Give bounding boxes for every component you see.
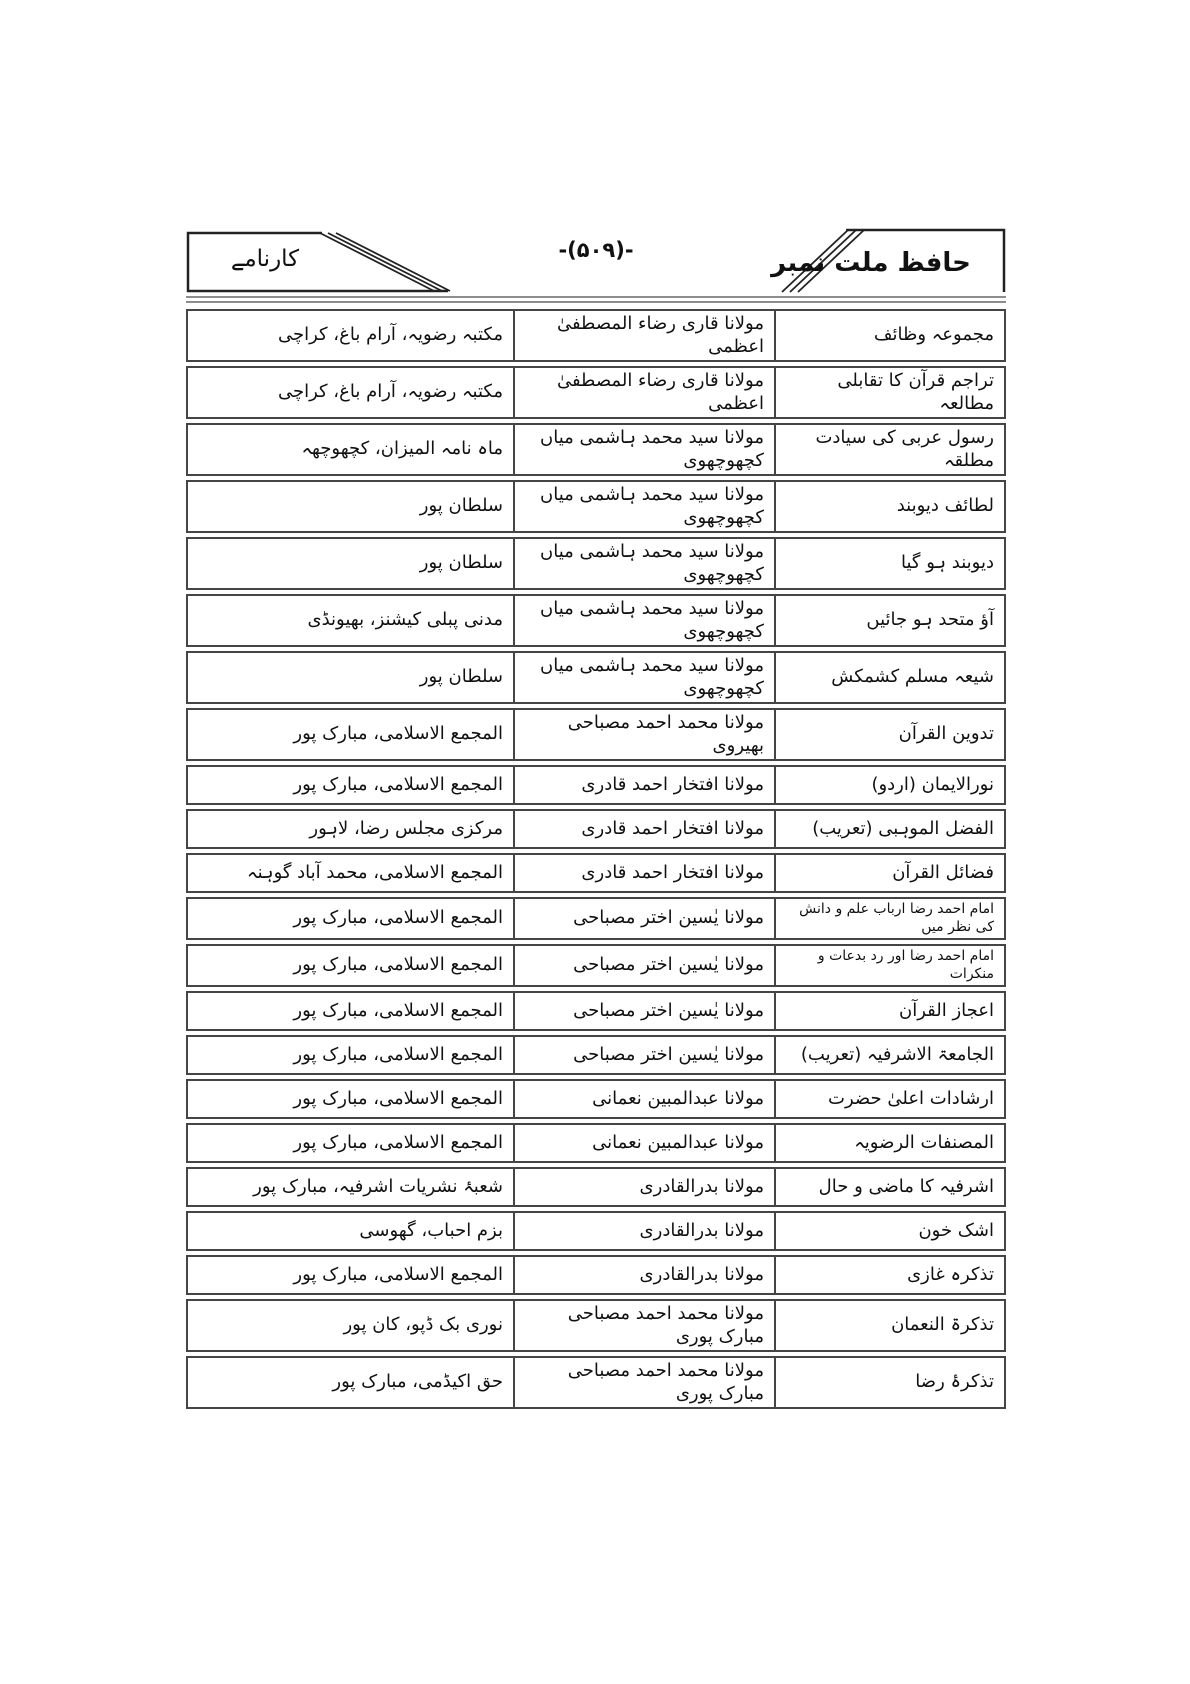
book-title: لطائف دیوبند <box>774 480 1006 533</box>
table-row <box>186 651 1006 704</box>
book-title: فضائل القرآن <box>774 853 1006 893</box>
table-row <box>186 480 1006 533</box>
book-publisher: مکتبہ رضویہ، آرام باغ، کراچی <box>186 309 513 362</box>
book-publisher: حق اکیڈمی، مبارک پور <box>186 1356 513 1409</box>
book-author: مولانا عبدالمبین نعمانی <box>513 1123 774 1163</box>
book-title: الفضل الموہبی (تعریب) <box>774 809 1006 849</box>
book-publisher: مرکزی مجلس رضا، لاہور <box>186 809 513 849</box>
books-table <box>186 305 1006 1413</box>
table-row <box>186 423 1006 476</box>
table-row <box>186 1167 1006 1207</box>
book-author: مولانا سید محمد ہاشمی میاں کچھوچھوی <box>513 537 774 590</box>
table-row <box>186 853 1006 893</box>
table-row <box>186 765 1006 805</box>
book-publisher: سلطان پور <box>186 537 513 590</box>
table-row <box>186 309 1006 362</box>
book-author: مولانا قاری رضاء المصطفیٰ اعظمی <box>513 366 774 419</box>
book-title: اعجاز القرآن <box>774 991 1006 1031</box>
table-row <box>186 1255 1006 1295</box>
book-publisher: المجمع الاسلامی، مبارک پور <box>186 1079 513 1119</box>
book-title: اشک خون <box>774 1211 1006 1251</box>
double-rule <box>186 296 1006 303</box>
book-author: مولانا یٰسین اختر مصباحی <box>513 991 774 1031</box>
table-row <box>186 1299 1006 1352</box>
book-title: تدوین القرآن <box>774 708 1006 761</box>
book-author: مولانا بدرالقادری <box>513 1211 774 1251</box>
book-author: مولانا افتخار احمد قادری <box>513 765 774 805</box>
book-author: مولانا سید محمد ہاشمی میاں کچھوچھوی <box>513 480 774 533</box>
book-publisher: ماہ نامہ المیزان، کچھوچھہ <box>186 423 513 476</box>
page-content <box>186 222 1006 1413</box>
book-publisher: سلطان پور <box>186 651 513 704</box>
table-row <box>186 897 1006 940</box>
book-author: مولانا سید محمد ہاشمی میاں کچھوچھوی <box>513 651 774 704</box>
book-publisher: المجمع الاسلامی، مبارک پور <box>186 1035 513 1075</box>
table-row <box>186 594 1006 647</box>
book-title: اشرفیہ کا ماضی و حال <box>774 1167 1006 1207</box>
book-publisher: المجمع الاسلامی، محمد آباد گوہنہ <box>186 853 513 893</box>
table-row <box>186 809 1006 849</box>
book-title: دیوبند ہو گیا <box>774 537 1006 590</box>
book-title: شیعہ مسلم کشمکش <box>774 651 1006 704</box>
page-number: -(۵۰۹)- <box>558 238 634 262</box>
book-publisher: مکتبہ رضویہ، آرام باغ، کراچی <box>186 366 513 419</box>
book-author: مولانا عبدالمبین نعمانی <box>513 1079 774 1119</box>
book-title: ارشادات اعلیٰ حضرت <box>774 1079 1006 1119</box>
header-right-title: حافظ ملت نمبر <box>771 248 971 278</box>
book-author: مولانا یٰسین اختر مصباحی <box>513 897 774 940</box>
book-author: مولانا یٰسین اختر مصباحی <box>513 944 774 987</box>
book-publisher: بزم احباب، گھوسی <box>186 1211 513 1251</box>
book-title: آؤ متحد ہو جائیں <box>774 594 1006 647</box>
book-author: مولانا سید محمد ہاشمی میاں کچھوچھوی <box>513 423 774 476</box>
book-publisher: مدنی پبلی کیشنز، بھیونڈی <box>186 594 513 647</box>
book-title: رسول عربی کی سیادت مطلقہ <box>774 423 1006 476</box>
book-author: مولانا محمد احمد مصباحی مبارک پوری <box>513 1356 774 1409</box>
table-row <box>186 537 1006 590</box>
book-author: مولانا محمد احمد مصباحی بھیروی <box>513 708 774 761</box>
book-author: مولانا قاری رضاء المصطفیٰ اعظمی <box>513 309 774 362</box>
table-row <box>186 1356 1006 1409</box>
table-row <box>186 1035 1006 1075</box>
book-publisher: المجمع الاسلامی، مبارک پور <box>186 991 513 1031</box>
book-author: مولانا بدرالقادری <box>513 1255 774 1295</box>
book-publisher: المجمع الاسلامی، مبارک پور <box>186 765 513 805</box>
book-title: تذکرۂ رضا <box>774 1356 1006 1409</box>
book-author: مولانا افتخار احمد قادری <box>513 809 774 849</box>
book-publisher: شعبۂ نشریات اشرفیہ، مبارک پور <box>186 1167 513 1207</box>
header-left-title: کارنامے <box>230 246 300 272</box>
book-publisher: سلطان پور <box>186 480 513 533</box>
book-publisher: المجمع الاسلامی، مبارک پور <box>186 944 513 987</box>
book-publisher: نوری بک ڈپو، کان پور <box>186 1299 513 1352</box>
book-author: مولانا یٰسین اختر مصباحی <box>513 1035 774 1075</box>
book-title: تذکرہ غازی <box>774 1255 1006 1295</box>
table-row <box>186 991 1006 1031</box>
book-publisher: المجمع الاسلامی، مبارک پور <box>186 708 513 761</box>
table-row <box>186 366 1006 419</box>
book-title: المصنفات الرضویہ <box>774 1123 1006 1163</box>
table-row <box>186 708 1006 761</box>
book-publisher: المجمع الاسلامی، مبارک پور <box>186 897 513 940</box>
table-row <box>186 1079 1006 1119</box>
book-author: مولانا بدرالقادری <box>513 1167 774 1207</box>
table-row <box>186 944 1006 987</box>
book-title: امام احمد رضا ارباب علم و دانش کی نظر میں <box>774 897 1006 940</box>
diagonal-lines-left-icon <box>320 233 450 291</box>
page-header <box>186 222 1006 296</box>
book-title: تذکرۃ النعمان <box>774 1299 1006 1352</box>
book-title: تراجم قرآن کا تقابلی مطالعہ <box>774 366 1006 419</box>
book-publisher: المجمع الاسلامی، مبارک پور <box>186 1123 513 1163</box>
book-publisher: المجمع الاسلامی، مبارک پور <box>186 1255 513 1295</box>
book-title: الجامعۃ الاشرفیہ (تعریب) <box>774 1035 1006 1075</box>
table-row <box>186 1123 1006 1163</box>
book-title: نورالایمان (اردو) <box>774 765 1006 805</box>
table-row <box>186 1211 1006 1251</box>
book-author: مولانا محمد احمد مصباحی مبارک پوری <box>513 1299 774 1352</box>
book-title: مجموعہ وظائف <box>774 309 1006 362</box>
book-author: مولانا سید محمد ہاشمی میاں کچھوچھوی <box>513 594 774 647</box>
book-title: امام احمد رضا اور رد بدعات و منکرات <box>774 944 1006 987</box>
book-author: مولانا افتخار احمد قادری <box>513 853 774 893</box>
